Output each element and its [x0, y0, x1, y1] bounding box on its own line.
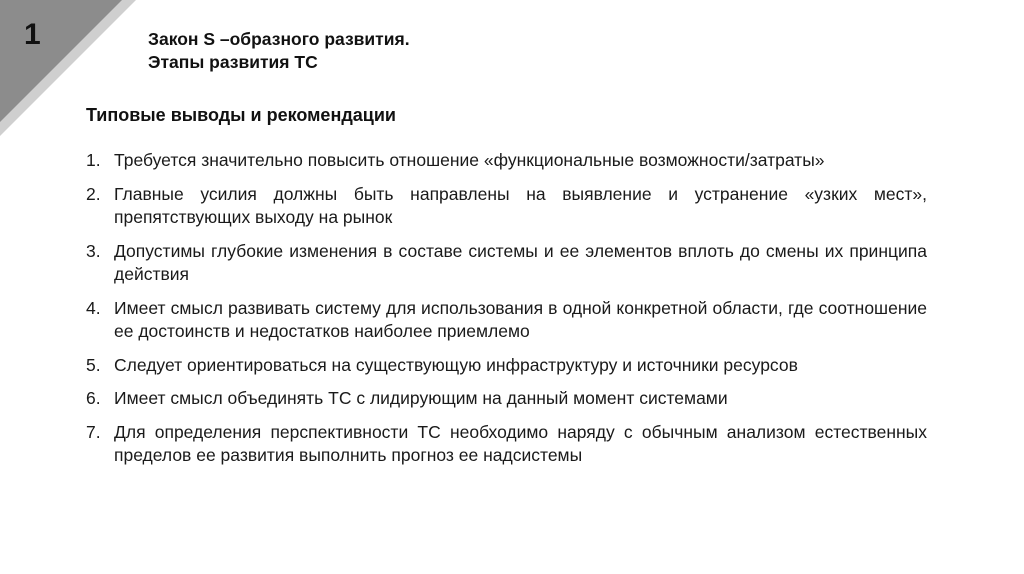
list-item-number: 5.	[86, 354, 101, 375]
list-item	[86, 421, 927, 468]
list-item-number: 6.	[86, 388, 101, 408]
list-item-number: 4.	[86, 297, 101, 318]
list-item-number: 2.	[86, 183, 101, 204]
list-item-number: 7.	[86, 421, 101, 442]
list-item-text: Главные усилия должны быть направлены на выявление и устранение «узких мест», препятствующих выходу на рынок	[114, 183, 927, 227]
list-item-number: 1.	[86, 150, 101, 170]
list-item	[86, 240, 927, 287]
list-item-text: Допустимы глубокие изменения в составе системы и ее элементов вплоть до смены их принципа действия	[114, 240, 927, 284]
title-line-2: Этапы развития ТС	[148, 52, 318, 72]
list-item	[86, 387, 927, 411]
list-item-number: 3.	[86, 240, 101, 261]
title-line-1: Закон S –образного развития.	[148, 29, 410, 49]
list-item	[86, 354, 927, 378]
list-item-text: Требуется значительно повысить отношение «функциональные возможности/затраты»	[114, 150, 825, 170]
slide-number: 1	[24, 18, 41, 51]
list-item	[86, 297, 927, 344]
list-item	[86, 149, 927, 173]
recommendations-list	[86, 149, 927, 478]
list-item-text: Следует ориентироваться на существующую инфраструктуру и источники ресурсов	[114, 354, 798, 375]
list-item-text: Имеет смысл объединять ТС с лидирующим на данный момент системами	[114, 388, 728, 408]
list-item-text: Имеет смысл развивать систему для использования в одной конкретной области, где соотношение ее достоинств и недостатков наиболее приемлемо	[114, 297, 927, 341]
list-item	[86, 183, 927, 230]
section-subtitle: Типовые выводы и рекомендации	[86, 105, 396, 125]
slide-title	[148, 28, 410, 74]
list-item-text: Для определения перспективности ТС необходимо наряду с обычным анализом естественных пределов ее развития выполнить прогноз ее надсистемы	[114, 421, 927, 465]
